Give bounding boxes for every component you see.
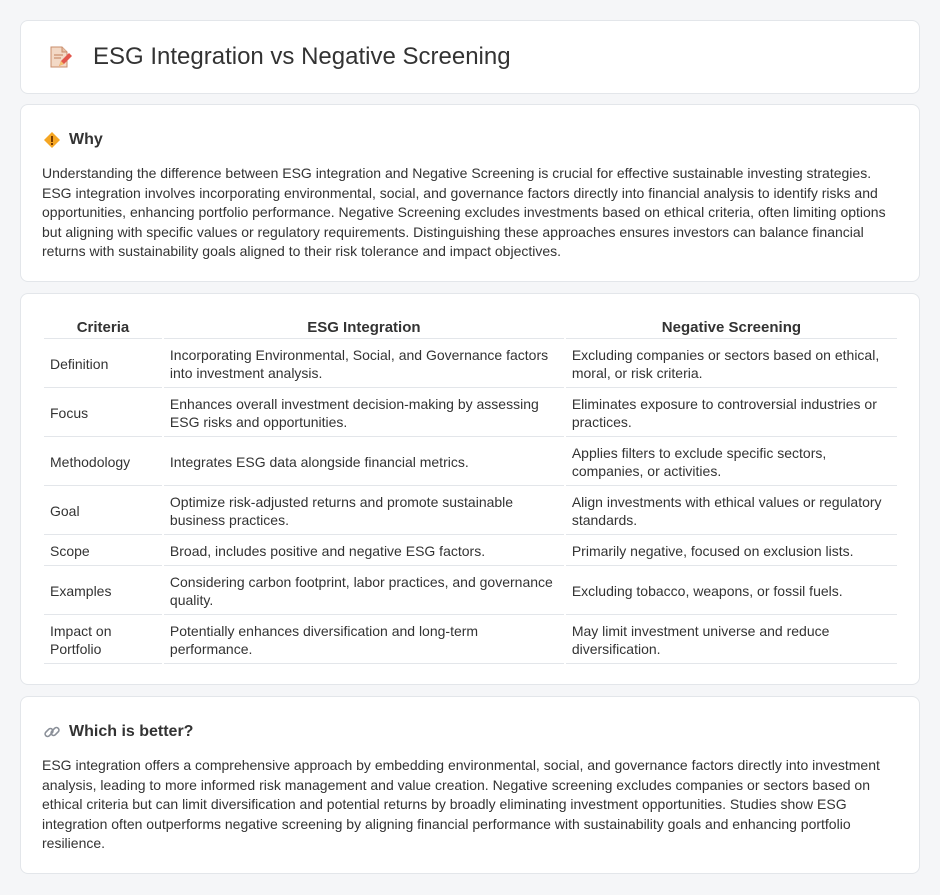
which-is-better-section <box>20 696 920 874</box>
row-esg-value: Considering carbon footprint, labor practices, and governance quality. <box>164 568 564 615</box>
row-esg-value: Optimize risk-adjusted returns and promote sustainable business practices. <box>164 488 564 535</box>
table-row <box>44 617 897 664</box>
row-criteria: Focus <box>44 390 162 437</box>
row-esg-value: Incorporating Environmental, Social, and Governance factors into investment analysis. <box>164 341 564 388</box>
row-criteria: Impact on Portfolio <box>44 617 162 664</box>
table-row <box>44 488 897 535</box>
row-esg-value: Broad, includes positive and negative ESG factors. <box>164 537 564 566</box>
warning-diamond-icon <box>43 131 61 149</box>
table-header-row <box>44 317 897 339</box>
row-esg-value: Enhances overall investment decision-making by assessing ESG risks and opportunities. <box>164 390 564 437</box>
why-section <box>20 104 920 282</box>
link-icon <box>43 723 61 741</box>
row-criteria: Methodology <box>44 439 162 486</box>
table-row <box>44 439 897 486</box>
row-screening-value: Eliminates exposure to controversial industries or practices. <box>566 390 897 437</box>
row-screening-value: Align investments with ethical values or regulatory standards. <box>566 488 897 535</box>
table-row <box>44 537 897 566</box>
comparison-table-card <box>20 293 920 685</box>
row-criteria: Goal <box>44 488 162 535</box>
row-screening-value: Primarily negative, focused on exclusion lists. <box>566 537 897 566</box>
document-pencil-icon <box>47 44 73 70</box>
comparison-table <box>42 315 899 666</box>
row-screening-value: Excluding tobacco, weapons, or fossil fuels. <box>566 568 897 615</box>
better-heading: Which is better? <box>69 722 194 740</box>
header-negative-screening: Negative Screening <box>566 317 897 339</box>
page-title: ESG Integration vs Negative Screening <box>93 43 511 70</box>
row-esg-value: Integrates ESG data alongside financial metrics. <box>164 439 564 486</box>
row-criteria: Examples <box>44 568 162 615</box>
title-card <box>20 20 920 94</box>
row-esg-value: Potentially enhances diversification and long-term performance. <box>164 617 564 664</box>
table-row <box>44 390 897 437</box>
table-row <box>44 568 897 615</box>
why-heading: Why <box>69 130 103 148</box>
row-screening-value: Excluding companies or sectors based on ethical, moral, or risk criteria. <box>566 341 897 388</box>
header-criteria: Criteria <box>44 317 162 339</box>
row-criteria: Definition <box>44 341 162 388</box>
table-row <box>44 341 897 388</box>
better-body: ESG integration offers a comprehensive approach by embedding environmental, social, and governance factors directly into investment analysis, leading to more informed risk management and value creation. Negative screening excludes companies or sectors based on ethical criteria but can limit diversification and potential returns by broadly eliminating investment opportunities. Studies show ESG integration often outperforms negative screening by aligning financial performance with sustainability goals and enhancing portfolio resilience. <box>42 757 880 852</box>
why-body: Understanding the difference between ESG integration and Negative Screening is crucial for effective sustainable investing strategies. ESG integration involves incorporating environmental, social, and governance factors directly into financial analysis to identify risks and opportunities, enhancing portfolio performance. Negative Screening excludes investments based on ethical criteria, often limiting options but aligning with specific values or regulatory requirements. Distinguishing these approaches ensures investors can balance financial returns with sustainability goals aligned to their risk tolerance and impact objectives. <box>42 165 886 260</box>
row-criteria: Scope <box>44 537 162 566</box>
row-screening-value: May limit investment universe and reduce diversification. <box>566 617 897 664</box>
header-esg-integration: ESG Integration <box>164 317 564 339</box>
row-screening-value: Applies filters to exclude specific sectors, companies, or activities. <box>566 439 897 486</box>
